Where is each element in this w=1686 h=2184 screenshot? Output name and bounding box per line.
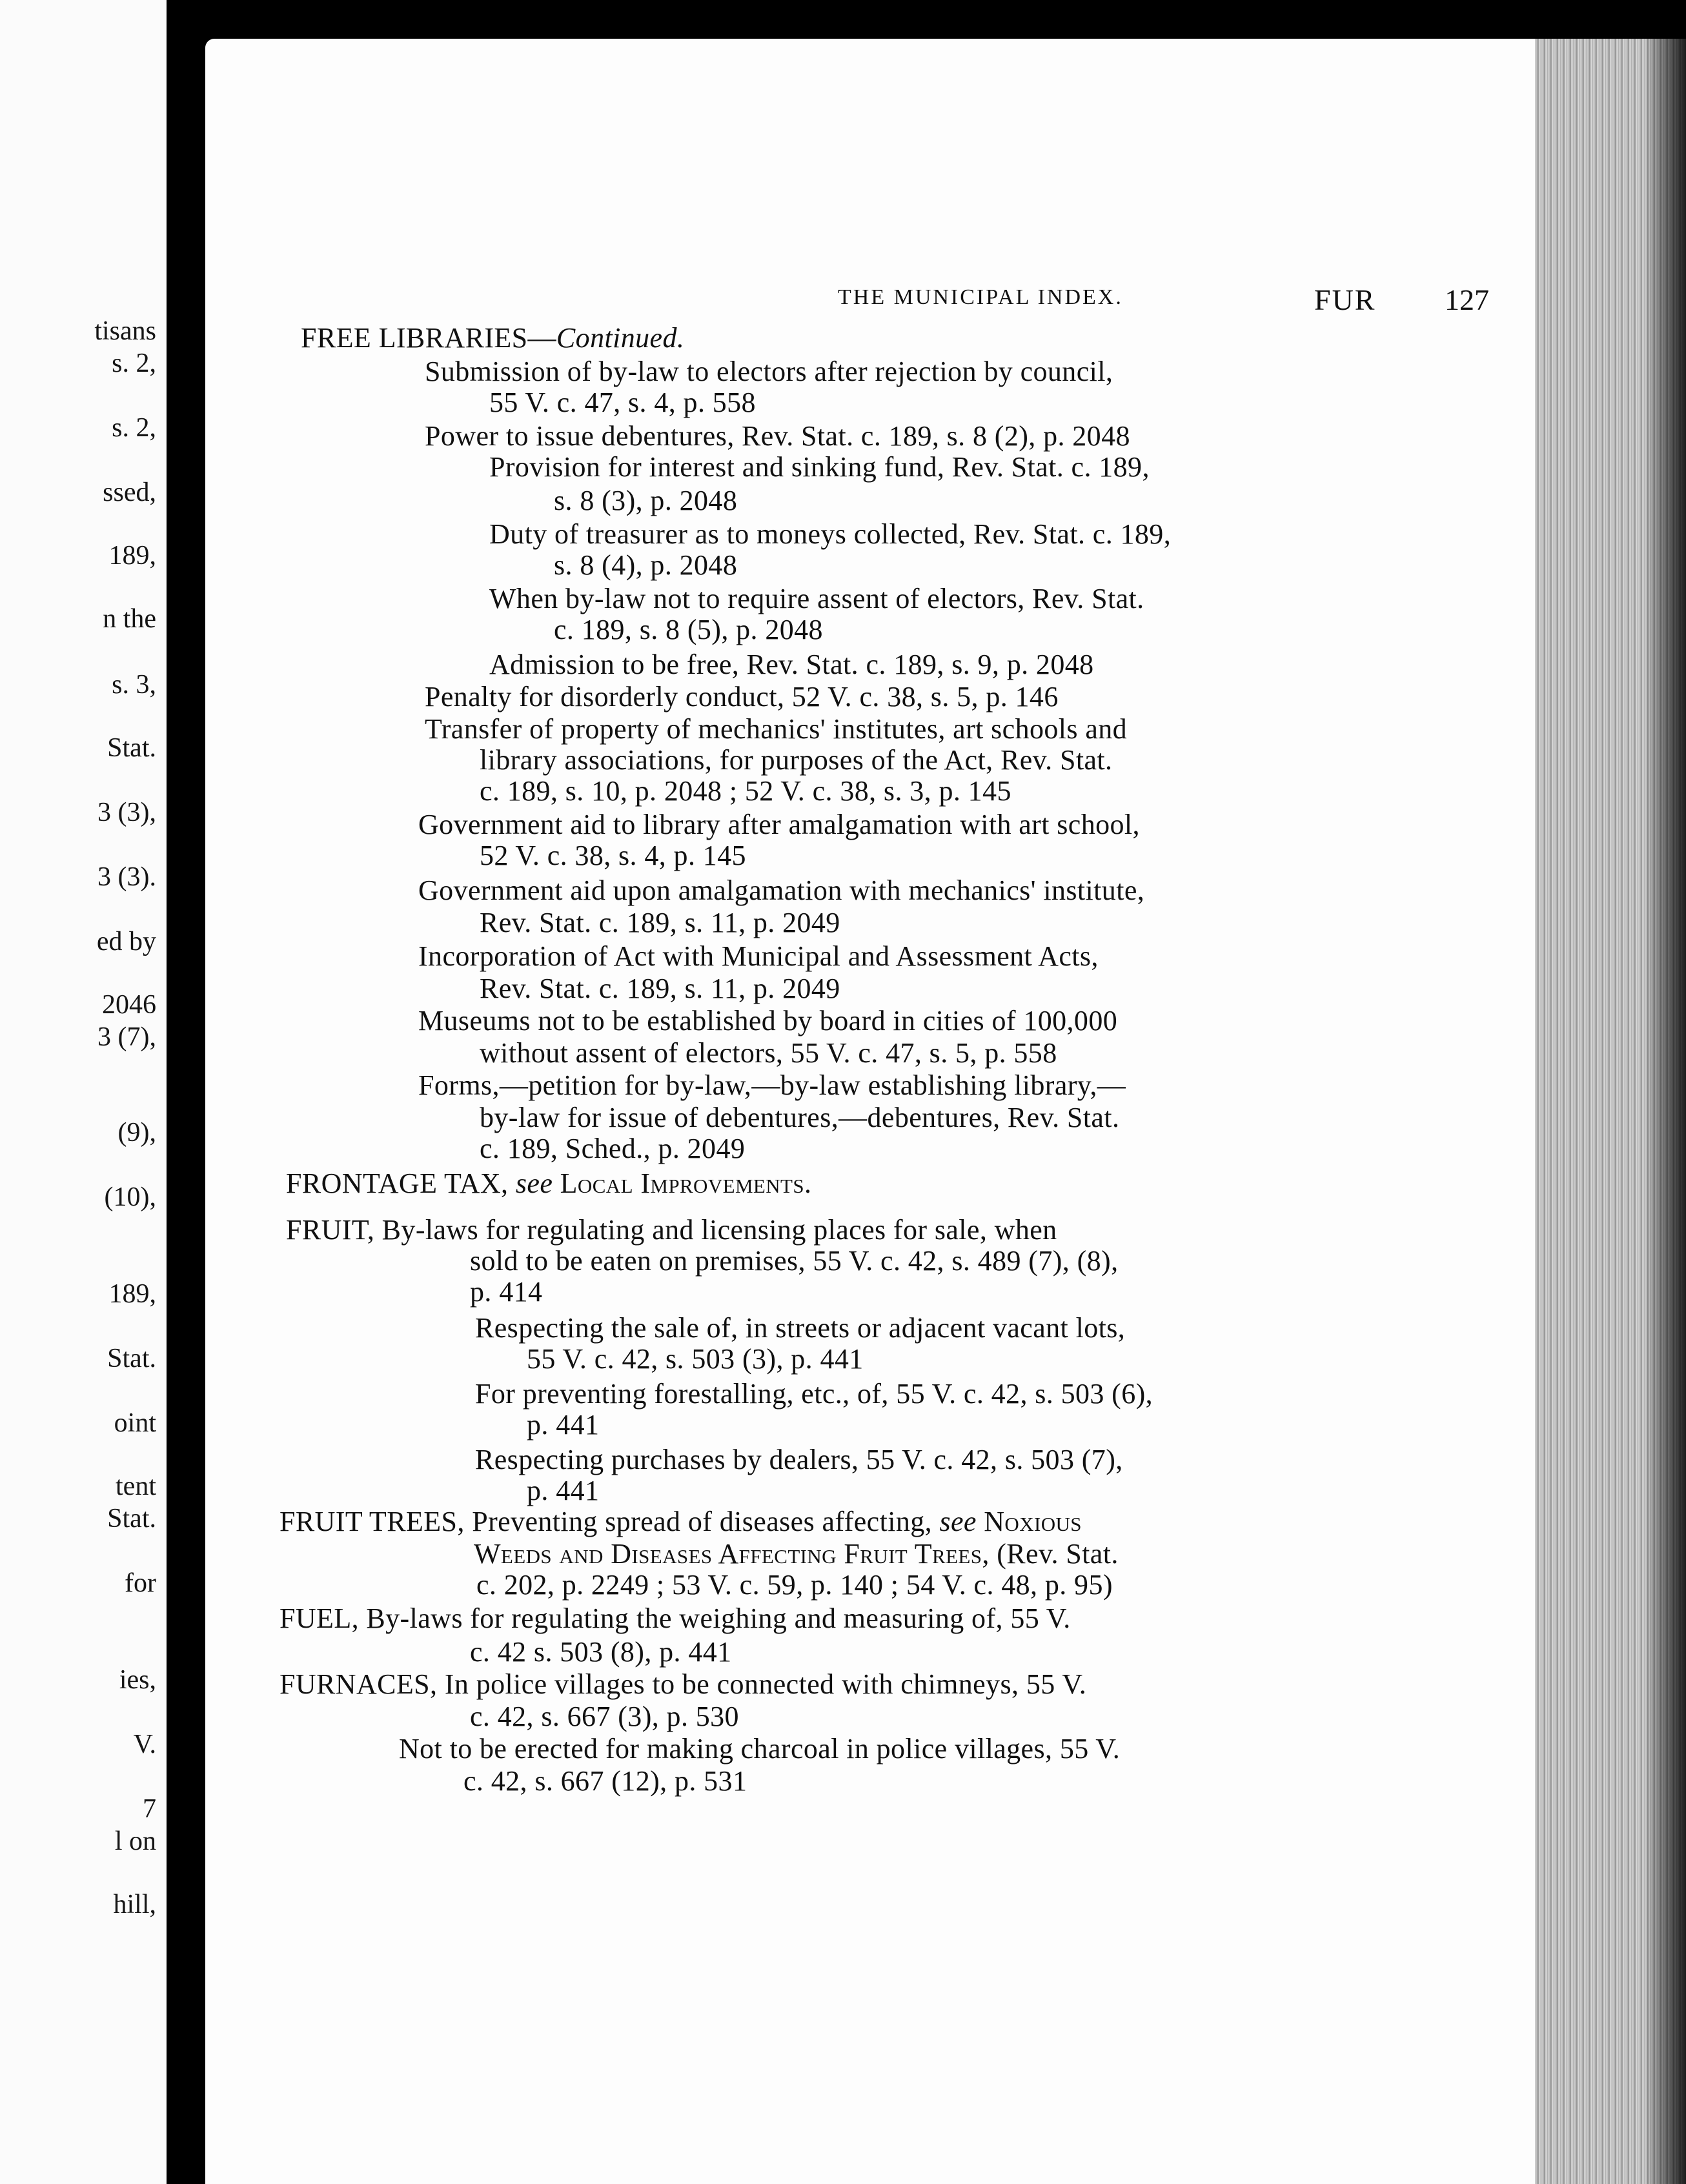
index-line: [425, 682, 1059, 713]
entry-heading: FURNACES,: [279, 1668, 438, 1700]
left-fragment: hill,: [113, 1890, 156, 1919]
index-line: [475, 1379, 1153, 1410]
page-number: 127: [1445, 283, 1489, 316]
entry-text: without assent of electors, 55 V. c. 47, s. 5, p. 558: [480, 1037, 1057, 1069]
index-line: [470, 1277, 542, 1308]
index-line: [554, 614, 823, 645]
index-line: [470, 1246, 1119, 1277]
index-line: [279, 1506, 1082, 1537]
index-line: [489, 583, 1144, 614]
entry-text: c. 189, Sched., p. 2049: [480, 1133, 746, 1164]
index-line: [480, 973, 840, 1004]
index-page: [205, 39, 1535, 2184]
index-line: [480, 1102, 1119, 1133]
index-line: [489, 519, 1171, 550]
entry-text: Museums not to be established by board in cities of 100,000: [418, 1005, 1118, 1036]
index-line: [480, 776, 1011, 807]
entry-text: For preventing forestalling, etc., of, 55 V. c. 42, s. 503 (6),: [475, 1378, 1153, 1410]
left-fragment: (9),: [117, 1118, 156, 1148]
entry-text: 55 V. c. 42, s. 503 (3), p. 441: [527, 1343, 864, 1375]
entry-text: by-law for issue of debentures,—debentures, Rev. Stat.: [480, 1102, 1120, 1133]
entry-text: Government aid to library after amalgamation with art school,: [418, 809, 1140, 840]
left-fragment: s. 2,: [112, 349, 156, 378]
italic-text: Continued.: [556, 322, 685, 354]
index-line: [527, 1410, 599, 1441]
entry-heading: FRUIT TREES,: [279, 1506, 465, 1537]
left-fragment: 3 (7),: [97, 1022, 156, 1052]
italic-text: see: [939, 1506, 977, 1537]
entry-text: s. 8 (4), p. 2048: [554, 549, 738, 581]
index-line: [418, 875, 1144, 906]
entry-text: Rev. Stat. c. 189, s. 11, p. 2049: [480, 907, 840, 938]
book-gutter: [167, 0, 205, 2184]
left-fragment: V.: [133, 1730, 156, 1759]
left-fragment: s. 3,: [112, 670, 156, 700]
index-line: [480, 745, 1112, 776]
entry-text: Forms,—petition for by-law,—by-law establishing library,—: [418, 1069, 1126, 1101]
page-edges: [1535, 39, 1686, 2184]
cross-reference: Weeds and Diseases Affecting Fruit Trees,: [474, 1538, 990, 1570]
index-line: [489, 452, 1150, 483]
left-fragment: 2046: [102, 990, 156, 1020]
entry-text: Respecting the sale of, in streets or adjacent vacant lots,: [475, 1312, 1126, 1344]
entry-text: c. 189, s. 10, p. 2048 ; 52 V. c. 38, s. 3, p. 145: [480, 775, 1011, 807]
index-line: [279, 1669, 1086, 1700]
entry-text: Government aid upon amalgamation with mechanics' institute,: [418, 875, 1145, 906]
index-line: [474, 1539, 1119, 1570]
index-line: [480, 907, 840, 938]
index-line: [554, 485, 737, 516]
entry-text: Respecting purchases by dealers, 55 V. c. 42, s. 503 (7),: [475, 1444, 1123, 1475]
entry-heading: FUEL,: [279, 1603, 359, 1634]
index-line: [480, 1133, 745, 1164]
index-line: [489, 649, 1094, 680]
entry-text: p. 441: [527, 1475, 600, 1506]
entry-text: Incorporation of Act with Municipal and Assessment Acts,: [418, 940, 1099, 972]
section-key: FUR: [1314, 283, 1376, 316]
entry-text: Penalty for disorderly conduct, 52 V. c. 38, s. 5, p. 146: [425, 681, 1059, 713]
entry-text: 52 V. c. 38, s. 4, p. 145: [480, 840, 746, 871]
left-fragment: 7: [143, 1794, 156, 1824]
entry-text: c. 189, s. 8 (5), p. 2048: [554, 614, 823, 645]
index-line: [279, 1603, 1071, 1634]
index-line: [418, 1006, 1117, 1036]
index-line: [470, 1637, 732, 1668]
left-fragment: for: [125, 1568, 156, 1598]
entry-text: (Rev. Stat.: [989, 1538, 1119, 1570]
index-line: [286, 1215, 1057, 1246]
left-fragment: Stat.: [107, 1504, 156, 1533]
entry-text: 55 V. c. 47, s. 4, p. 558: [489, 387, 756, 418]
index-line: [418, 1070, 1126, 1101]
left-fragment: ed by: [96, 927, 156, 956]
entry-text: Duty of treasurer as to moneys collected, Rev. Stat. c. 189,: [489, 518, 1172, 550]
cross-reference: Noxious: [976, 1506, 1082, 1537]
entry-text: Provision for interest and sinking fund, Rev. Stat. c. 189,: [489, 451, 1150, 483]
entry-text: sold to be eaten on premises, 55 V. c. 42, s. 489 (7), (8),: [470, 1245, 1119, 1277]
entry-text: c. 42, s. 667 (3), p. 530: [470, 1701, 739, 1732]
index-line: [425, 421, 1130, 452]
entry-text: c. 202, p. 2249 ; 53 V. c. 59, p. 140 ; 54 V. c. 48, p. 95): [476, 1569, 1113, 1601]
left-facing-page: [0, 0, 167, 2184]
left-fragment: 189,: [108, 1279, 156, 1309]
left-fragment: oint: [114, 1408, 156, 1438]
index-line: [527, 1344, 864, 1375]
index-entries: [205, 39, 1535, 2184]
entry-text: p. 441: [527, 1409, 600, 1441]
entry-text: Power to issue debentures, Rev. Stat. c. 189, s. 8 (2), p. 2048: [425, 420, 1130, 452]
entry-text: Rev. Stat. c. 189, s. 11, p. 2049: [480, 973, 840, 1004]
entry-text: By-laws for regulating and licensing places for sale, when: [374, 1214, 1057, 1246]
entry-text: c. 42, s. 667 (12), p. 531: [463, 1765, 747, 1797]
left-fragment: s. 2,: [112, 413, 156, 443]
index-line: [554, 550, 737, 581]
index-line: [470, 1701, 739, 1732]
index-line: [476, 1570, 1113, 1601]
entry-text: Submission of by-law to electors after rejection by council,: [425, 356, 1113, 387]
entry-heading: FREE LIBRARIES—: [301, 322, 556, 354]
index-line: [399, 1734, 1120, 1764]
index-line: [463, 1766, 747, 1797]
index-line: [301, 323, 684, 354]
running-title: THE MUNICIPAL INDEX.: [838, 285, 1123, 309]
entry-text: In police villages to be connected with chimneys, 55 V.: [437, 1668, 1087, 1700]
entry-text: Transfer of property of mechanics' institutes, art schools and: [425, 713, 1128, 745]
index-line: [527, 1475, 599, 1506]
entry-heading: FRUIT,: [286, 1214, 375, 1246]
left-fragment: ssed,: [103, 478, 156, 507]
entry-heading: FRONTAGE TAX,: [286, 1168, 509, 1199]
entry-text: Admission to be free, Rev. Stat. c. 189, s. 9, p. 2048: [489, 649, 1094, 680]
index-line: [489, 387, 756, 418]
entry-text: Preventing spread of diseases affecting,: [464, 1506, 940, 1537]
cross-reference: Local Improvements.: [560, 1168, 812, 1199]
index-line: [425, 356, 1113, 387]
left-fragment: l on: [114, 1826, 156, 1856]
left-fragment: 3 (3).: [97, 862, 156, 892]
index-line: [418, 941, 1099, 972]
entry-text: s. 8 (3), p. 2048: [554, 485, 738, 516]
entry-text: p. 414: [470, 1276, 543, 1308]
left-fragment: n the: [103, 604, 156, 634]
index-line: [480, 1038, 1057, 1069]
index-line: [286, 1168, 811, 1199]
left-fragment: tent: [116, 1471, 156, 1501]
entry-text: When by-law not to require assent of electors, Rev. Stat.: [489, 583, 1144, 614]
left-fragment: (10),: [104, 1182, 156, 1212]
left-fragment: tisans: [94, 316, 156, 346]
entry-text: By-laws for regulating the weighing and measuring of, 55 V.: [359, 1603, 1071, 1634]
left-fragment: Stat.: [107, 733, 156, 763]
entry-text: Not to be erected for making charcoal in police villages, 55 V.: [399, 1733, 1121, 1764]
italic-text: see: [508, 1168, 560, 1199]
index-line: [480, 840, 746, 871]
index-line: [425, 714, 1127, 745]
left-fragment: 189,: [108, 541, 156, 571]
left-fragment: Stat.: [107, 1344, 156, 1373]
entry-text: library associations, for purposes of the Act, Rev. Stat.: [480, 744, 1113, 776]
index-line: [418, 809, 1140, 840]
index-line: [475, 1313, 1125, 1344]
index-line: [475, 1444, 1123, 1475]
left-fragment: ies,: [119, 1665, 156, 1695]
left-fragment: 3 (3),: [97, 798, 156, 827]
entry-text: c. 42 s. 503 (8), p. 441: [470, 1636, 732, 1668]
